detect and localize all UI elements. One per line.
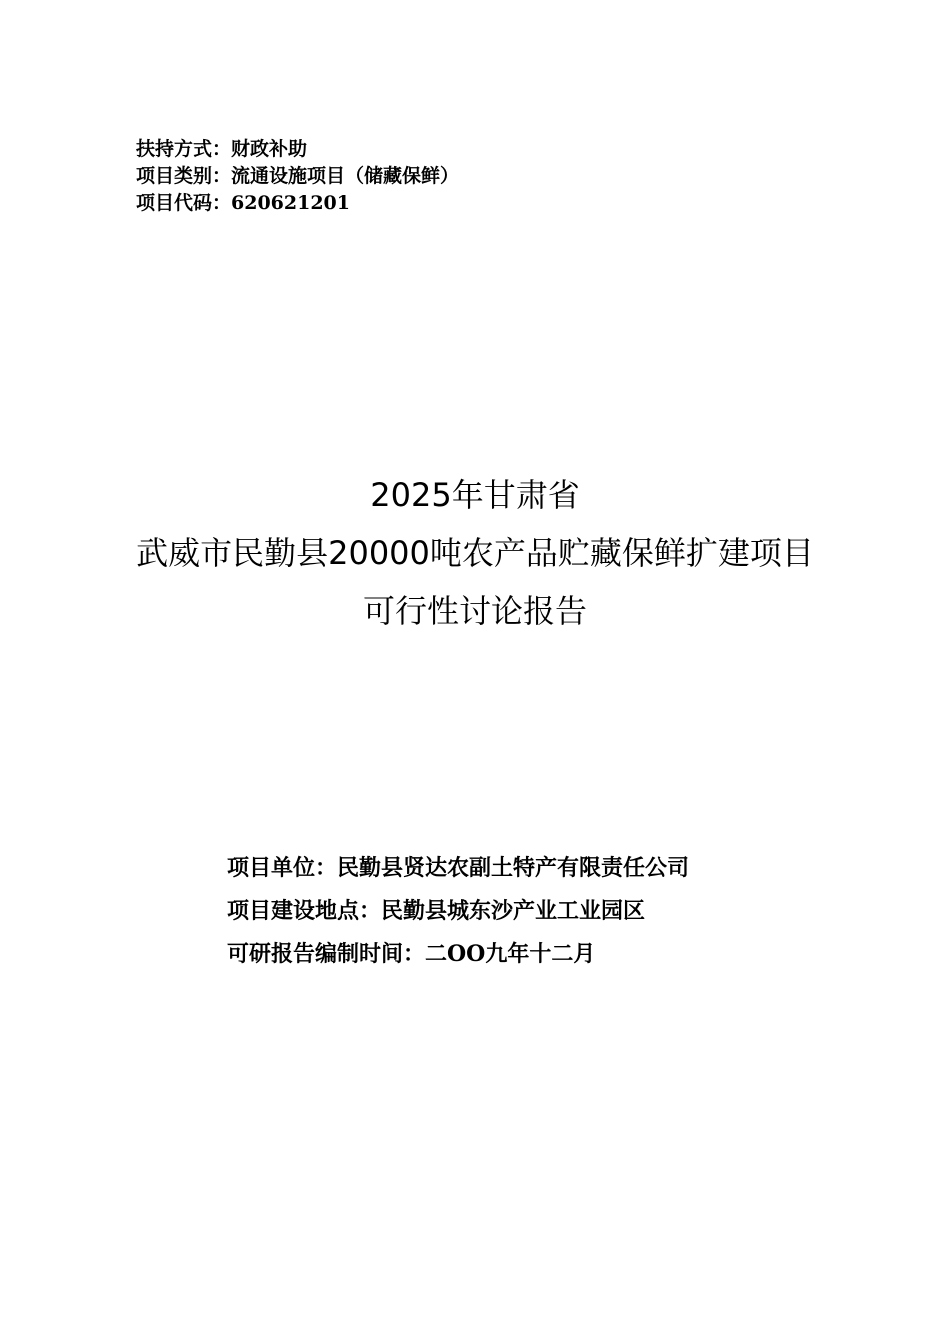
project-site-value: 民勤县城东沙产业工业园区 — [381, 898, 646, 924]
project-code-label: 项目代码： — [136, 192, 232, 214]
support-method-label: 扶持方式： — [136, 138, 232, 160]
project-code-line — [136, 190, 736, 217]
project-meta-block — [136, 136, 736, 217]
project-site-label: 项目建设地点： — [227, 898, 382, 924]
project-site-line — [227, 890, 907, 933]
report-date-line — [227, 933, 907, 976]
title-line-report-type: 可行性讨论报告 — [362, 592, 587, 630]
project-category-label: 项目类别： — [136, 165, 232, 187]
project-unit-line — [227, 847, 907, 890]
report-title-block — [0, 466, 950, 640]
project-unit-value: 民勤县贤达农副土特产有限责任公司 — [337, 855, 690, 881]
project-code-value: 620621201 — [231, 192, 350, 214]
project-category-line — [136, 163, 736, 190]
support-method-line — [136, 136, 736, 163]
title-line-year-province: 2025年甘肃省 — [370, 476, 580, 514]
project-info-block — [227, 847, 907, 976]
project-unit-label: 项目单位： — [227, 855, 338, 881]
title-line-project-name: 武威市民勤县20000吨农产品贮藏保鲜扩建项目 — [136, 534, 814, 572]
project-category-value: 流通设施项目（储藏保鲜） — [231, 165, 460, 187]
support-method-value: 财政补助 — [231, 138, 308, 160]
report-date-label: 可研报告编制时间： — [227, 941, 426, 967]
report-date-value: 二OO九年十二月 — [425, 941, 596, 967]
